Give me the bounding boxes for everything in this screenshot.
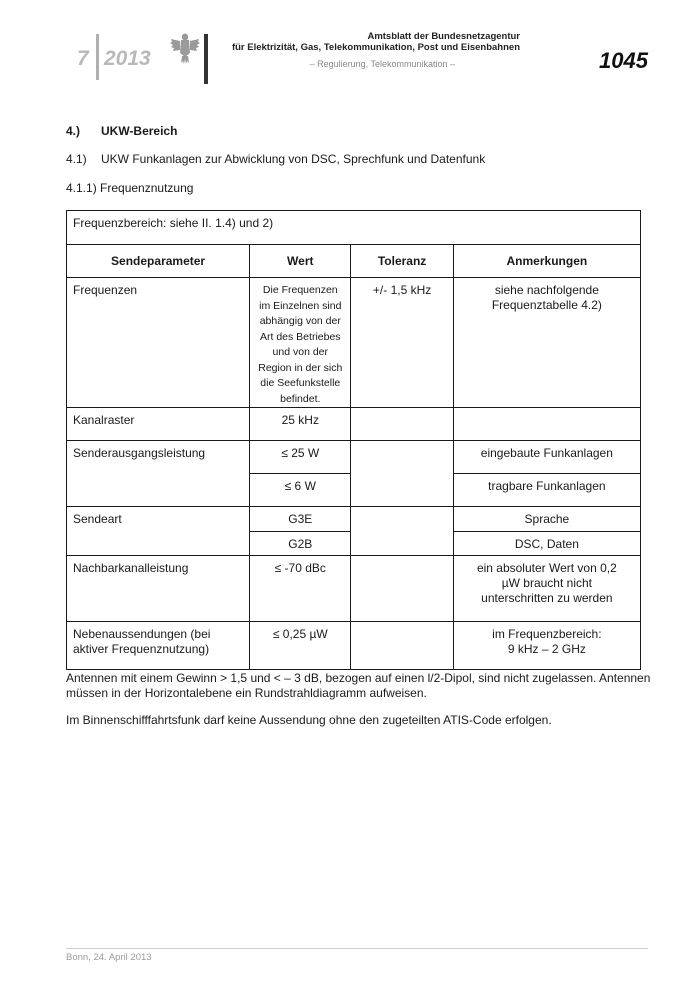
note-cell: siehe nachfolgende Frequenztabelle 4.2) bbox=[453, 278, 640, 408]
value-cell: G2B bbox=[250, 532, 351, 556]
journal-title-line2: für Elektrizität, Gas, Telekommunikation, Post und Eisenbahnen bbox=[231, 42, 520, 53]
table-header-row bbox=[67, 245, 641, 278]
table-row bbox=[67, 622, 641, 670]
note-cell: eingebaute Funkanlagen bbox=[453, 441, 640, 474]
section-number: 4.) bbox=[66, 124, 81, 138]
note-cell: ein absoluter Wert von 0,2 µW braucht nicht unterschritten zu werden bbox=[453, 556, 640, 622]
federal-eagle-icon bbox=[170, 31, 200, 65]
frequency-range-cell: Frequenzbereich: siehe II. 1.4) und 2) bbox=[67, 211, 641, 245]
journal-subtitle: – Regulierung, Telekommunikation – bbox=[309, 59, 455, 69]
note-cell bbox=[453, 622, 640, 670]
table-row bbox=[67, 211, 641, 245]
note-line: im Frequenzbereich: bbox=[492, 627, 602, 641]
note-cell: Sprache bbox=[453, 507, 640, 532]
tolerance-cell: +/- 1,5 kHz bbox=[351, 278, 453, 408]
journal-title: Amtsblatt der Bundesnetzagentur bbox=[367, 31, 520, 42]
column-header: Toleranz bbox=[351, 245, 453, 278]
footer-place-date: Bonn, 24. April 2013 bbox=[66, 952, 152, 963]
value-cell: ≤ 25 W bbox=[250, 441, 351, 474]
table-row bbox=[67, 278, 641, 408]
param-cell: Frequenzen bbox=[67, 278, 250, 408]
note-line: 9 kHz – 2 GHz bbox=[507, 642, 586, 656]
column-header: Wert bbox=[250, 245, 351, 278]
note-cell: tragbare Funkanlagen bbox=[453, 474, 640, 507]
tolerance-cell bbox=[351, 622, 453, 670]
tolerance-cell bbox=[351, 507, 453, 556]
note-cell: DSC, Daten bbox=[453, 532, 640, 556]
column-header: Anmerkungen bbox=[453, 245, 640, 278]
table-row bbox=[67, 441, 641, 474]
issue-divider bbox=[96, 34, 99, 80]
tolerance-cell bbox=[351, 556, 453, 622]
param-cell: Sendeart bbox=[67, 507, 250, 556]
subsubsection-heading: 4.1.1) Frequenznutzung bbox=[66, 181, 194, 195]
value-cell: Die Frequenzen im Einzelnen sind abhängig von der Art des Betriebes und von der Region in der sich die Seefunkstelle befindet. bbox=[250, 278, 351, 408]
table-row bbox=[67, 408, 641, 441]
atis-paragraph: Im Binnenschifffahrtsfunk darf keine Aussendung ohne den zugeteilten ATIS-Code erfolgen. bbox=[66, 713, 552, 727]
subsection-title: UKW Funkanlagen zur Abwicklung von DSC, Sprechfunk und Datenfunk bbox=[101, 152, 486, 166]
param-cell: Nebenaussendungen (bei aktiver Frequenznutzung) bbox=[67, 622, 250, 670]
page-number: 1045 bbox=[599, 48, 648, 73]
table-row bbox=[67, 507, 641, 532]
section-title: UKW-Bereich bbox=[101, 124, 178, 138]
footer-divider bbox=[66, 948, 648, 949]
value-cell: ≤ 6 W bbox=[250, 474, 351, 507]
section-heading bbox=[66, 124, 177, 138]
value-cell: 25 kHz bbox=[250, 408, 351, 441]
param-cell: Senderausgangsleistung bbox=[67, 441, 250, 507]
antenna-paragraph: Antennen mit einem Gewinn > 1,5 und < – 3 dB, bezogen auf einen l/2-Dipol, sind nicht zugelassen. Antennen müssen in der Horizontalebene ein Rundstrahldiagramm aufweisen. bbox=[66, 671, 651, 700]
value-cell: G3E bbox=[250, 507, 351, 532]
table-row bbox=[67, 556, 641, 622]
note-cell bbox=[453, 408, 640, 441]
issue-year: 2013 bbox=[104, 47, 151, 70]
param-cell: Kanalraster bbox=[67, 408, 250, 441]
tolerance-cell bbox=[351, 441, 453, 507]
frequency-table bbox=[66, 210, 641, 670]
subsection-number: 4.1) bbox=[66, 152, 87, 166]
value-cell: ≤ 0,25 µW bbox=[250, 622, 351, 670]
tolerance-cell bbox=[351, 408, 453, 441]
issue-number: 7 bbox=[77, 47, 89, 70]
value-cell: ≤ -70 dBc bbox=[250, 556, 351, 622]
header-bar bbox=[204, 34, 208, 84]
param-cell: Nachbarkanalleistung bbox=[67, 556, 250, 622]
column-header: Sendeparameter bbox=[67, 245, 250, 278]
subsection-heading bbox=[66, 152, 485, 166]
